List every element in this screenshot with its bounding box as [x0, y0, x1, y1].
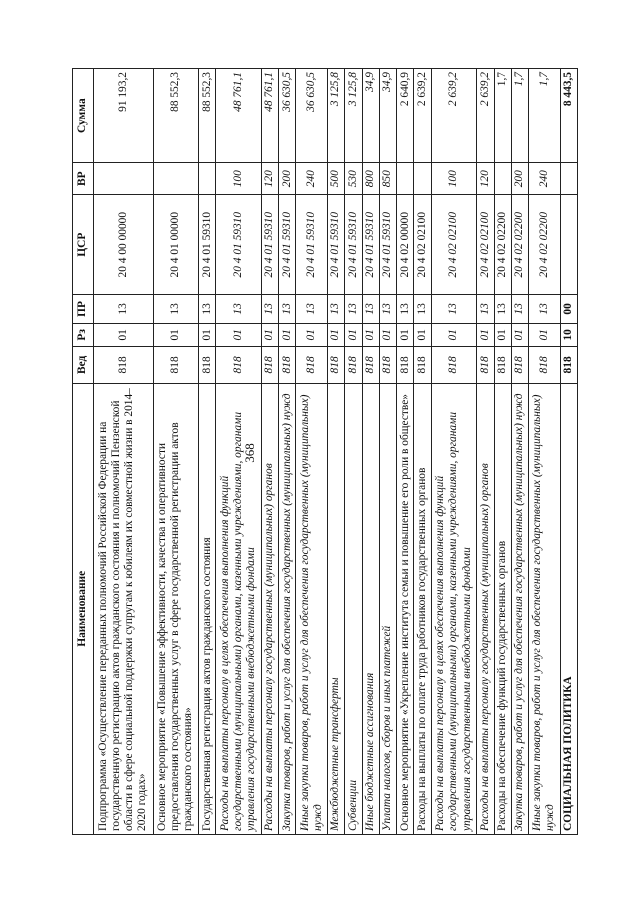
cell-rz: 01 — [431, 323, 476, 347]
header-row — [73, 69, 94, 835]
table-row — [414, 69, 431, 835]
cell-rz: 01 — [153, 323, 198, 347]
cell-pr: 13 — [397, 295, 414, 323]
cell-csr: 20 4 01 59310 — [379, 195, 396, 295]
cell-pr: 13 — [529, 295, 560, 323]
cell-rz: 01 — [199, 323, 216, 347]
table-row — [199, 69, 216, 835]
cell-name: Расходы на выплаты персоналу в целях обеспечения выполнения функций государственными (муниципальными) органами, казенными учреждениями, органами управления государственными внебюджетными фондами — [216, 383, 261, 834]
cell-ved: 818 — [560, 347, 577, 384]
cell-vr: 850 — [379, 163, 396, 195]
header-rz: Рз — [73, 323, 94, 347]
table-row — [153, 69, 198, 835]
cell-name: Основное мероприятие «Укрепление института семьи и повышение его роли в обществе» — [397, 383, 414, 834]
budget-table-container — [72, 68, 578, 835]
cell-name: Основное мероприятие «Повышение эффективности, качества и оперативности предоставления государственных услуг в сфере государственной регистрации актов гражданского состояния» — [153, 383, 198, 834]
cell-pr: 13 — [379, 295, 396, 323]
cell-sum: 3 125,8 — [345, 69, 362, 163]
cell-rz: 01 — [494, 323, 511, 347]
cell-csr: 20 4 02 02100 — [414, 195, 431, 295]
table-row — [327, 69, 344, 835]
cell-name: Иные закупки товаров, работ и услуг для обеспечения государственных (муниципальных) нужд — [296, 383, 327, 834]
cell-sum: 2 640,9 — [397, 69, 414, 163]
cell-sum: 8 443,5 — [560, 69, 577, 163]
cell-pr: 13 — [153, 295, 198, 323]
cell-sum: 2 639,2 — [477, 69, 494, 163]
cell-vr: 240 — [529, 163, 560, 195]
cell-vr — [153, 163, 198, 195]
cell-sum: 48 761,1 — [216, 69, 261, 163]
cell-csr: 20 4 02 00000 — [397, 195, 414, 295]
cell-rz: 01 — [279, 323, 296, 347]
cell-pr: 13 — [362, 295, 379, 323]
header-csr: ЦСР — [73, 195, 94, 295]
cell-csr: 20 4 01 59310 — [362, 195, 379, 295]
cell-name: Расходы на выплаты по оплате труда работников государственных органов — [414, 383, 431, 834]
cell-vr: 530 — [345, 163, 362, 195]
cell-ved: 818 — [199, 347, 216, 384]
cell-vr — [414, 163, 431, 195]
page-number: 368 — [242, 443, 257, 463]
cell-csr: 20 4 02 02200 — [511, 195, 528, 295]
cell-ved: 818 — [153, 347, 198, 384]
cell-pr: 13 — [494, 295, 511, 323]
cell-csr: 20 4 01 59310 — [345, 195, 362, 295]
cell-name: Расходы на выплаты персоналу государственных (муниципальных) органов — [477, 383, 494, 834]
cell-vr — [560, 163, 577, 195]
cell-sum: 36 630,5 — [279, 69, 296, 163]
cell-pr: 13 — [477, 295, 494, 323]
cell-name: Расходы на выплаты персоналу в целях обеспечения выполнения функций государственными (муниципальными) органами, казенными учреждениями, органами управления государственными внебюджетными фондами — [431, 383, 476, 834]
cell-sum: 1,7 — [511, 69, 528, 163]
cell-ved: 818 — [261, 347, 278, 384]
cell-sum: 2 639,2 — [414, 69, 431, 163]
cell-rz: 01 — [362, 323, 379, 347]
cell-name: Закупка товаров, работ и услуг для обеспечения государственных (муниципальных) нужд — [511, 383, 528, 834]
table-row — [261, 69, 278, 835]
cell-csr: 20 4 02 02200 — [494, 195, 511, 295]
table-row — [279, 69, 296, 835]
cell-vr: 200 — [279, 163, 296, 195]
cell-ved: 818 — [279, 347, 296, 384]
cell-sum: 36 630,5 — [296, 69, 327, 163]
cell-csr: 20 4 02 02200 — [529, 195, 560, 295]
cell-vr: 100 — [431, 163, 476, 195]
cell-sum: 1,7 — [529, 69, 560, 163]
cell-vr: 500 — [327, 163, 344, 195]
table-row — [529, 69, 560, 835]
cell-ved: 818 — [431, 347, 476, 384]
header-pr: ПР — [73, 295, 94, 323]
cell-name: Межбюджетные трансферты — [327, 383, 344, 834]
cell-rz: 01 — [94, 323, 154, 347]
table-row — [560, 69, 577, 835]
cell-ved: 818 — [494, 347, 511, 384]
cell-pr: 13 — [279, 295, 296, 323]
cell-ved: 818 — [511, 347, 528, 384]
cell-rz: 01 — [477, 323, 494, 347]
cell-csr: 20 4 01 59310 — [199, 195, 216, 295]
cell-rz: 01 — [511, 323, 528, 347]
cell-pr: 13 — [414, 295, 431, 323]
cell-vr: 100 — [216, 163, 261, 195]
cell-pr: 13 — [199, 295, 216, 323]
table-row — [296, 69, 327, 835]
cell-ved: 818 — [327, 347, 344, 384]
header-vr: ВР — [73, 163, 94, 195]
cell-name: Иные закупки товаров, работ и услуг для обеспечения государственных (муниципальных) нужд — [529, 383, 560, 834]
cell-pr: 13 — [94, 295, 154, 323]
cell-ved: 818 — [379, 347, 396, 384]
cell-rz: 01 — [296, 323, 327, 347]
cell-pr: 13 — [261, 295, 278, 323]
cell-ved: 818 — [94, 347, 154, 384]
cell-ved: 818 — [296, 347, 327, 384]
cell-csr: 20 4 02 02100 — [431, 195, 476, 295]
cell-rz: 01 — [414, 323, 431, 347]
cell-rz: 01 — [261, 323, 278, 347]
cell-name: Уплата налогов, сборов и иных платежей — [379, 383, 396, 834]
cell-pr: 13 — [345, 295, 362, 323]
cell-vr: 200 — [511, 163, 528, 195]
table-row — [494, 69, 511, 835]
cell-sum: 1,7 — [494, 69, 511, 163]
cell-csr: 20 4 00 00000 — [94, 195, 154, 295]
cell-name: Закупка товаров, работ и услуг для обеспечения государственных (муниципальных) нужд — [279, 383, 296, 834]
cell-csr: 20 4 02 02100 — [477, 195, 494, 295]
cell-ved: 818 — [529, 347, 560, 384]
header-name: Наименование — [73, 383, 94, 834]
cell-vr: 800 — [362, 163, 379, 195]
cell-rz: 01 — [345, 323, 362, 347]
cell-ved: 818 — [345, 347, 362, 384]
cell-vr — [199, 163, 216, 195]
cell-name: Государственная регистрация актов гражданского состояния — [199, 383, 216, 834]
table-row — [397, 69, 414, 835]
cell-vr: 120 — [261, 163, 278, 195]
cell-sum: 88 552,3 — [153, 69, 198, 163]
table-row — [379, 69, 396, 835]
cell-name: Иные бюджетные ассигнования — [362, 383, 379, 834]
cell-csr: 20 4 01 59310 — [216, 195, 261, 295]
cell-rz: 01 — [397, 323, 414, 347]
cell-sum: 48 761,1 — [261, 69, 278, 163]
cell-ved: 818 — [362, 347, 379, 384]
budget-table — [72, 68, 578, 835]
cell-sum: 2 639,2 — [431, 69, 476, 163]
cell-pr: 13 — [511, 295, 528, 323]
table-row — [94, 69, 154, 835]
table-row — [216, 69, 261, 835]
header-sum: Сумма — [73, 69, 94, 163]
cell-vr — [494, 163, 511, 195]
cell-csr — [560, 195, 577, 295]
cell-vr: 120 — [477, 163, 494, 195]
table-row — [362, 69, 379, 835]
cell-ved: 818 — [216, 347, 261, 384]
table-row — [345, 69, 362, 835]
cell-rz: 01 — [327, 323, 344, 347]
table-row — [511, 69, 528, 835]
cell-pr: 00 — [560, 295, 577, 323]
cell-name: СОЦИАЛЬНАЯ ПОЛИТИКА — [560, 383, 577, 834]
cell-rz: 10 — [560, 323, 577, 347]
cell-name: Расходы на обеспечение функций государственных органов — [494, 383, 511, 834]
cell-vr — [94, 163, 154, 195]
cell-sum: 91 193,2 — [94, 69, 154, 163]
cell-rz: 01 — [216, 323, 261, 347]
cell-csr: 20 4 01 59310 — [261, 195, 278, 295]
cell-name: Субвенции — [345, 383, 362, 834]
cell-name: Расходы на выплаты персоналу государственных (муниципальных) органов — [261, 383, 278, 834]
cell-ved: 818 — [477, 347, 494, 384]
cell-ved: 818 — [414, 347, 431, 384]
table-row — [477, 69, 494, 835]
cell-sum: 3 125,8 — [327, 69, 344, 163]
cell-csr: 20 4 01 59310 — [296, 195, 327, 295]
cell-sum: 34,9 — [362, 69, 379, 163]
cell-vr: 240 — [296, 163, 327, 195]
cell-rz: 01 — [379, 323, 396, 347]
cell-pr: 13 — [296, 295, 327, 323]
cell-sum: 34,9 — [379, 69, 396, 163]
cell-csr: 20 4 01 59310 — [279, 195, 296, 295]
cell-name: Подпрограмма «Осуществление переданных полномочий Российской Федерации на государственную регистрацию актов гражданского состояния и полномочий Пензенской области в сфере социальной поддержки супругам к юбилеям их совместной жизни в 2014–2020 годах» — [94, 383, 154, 834]
cell-pr: 13 — [216, 295, 261, 323]
table-row — [431, 69, 476, 835]
cell-csr: 20 4 01 00000 — [153, 195, 198, 295]
cell-sum: 88 552,3 — [199, 69, 216, 163]
cell-csr: 20 4 01 59310 — [327, 195, 344, 295]
cell-rz: 01 — [529, 323, 560, 347]
cell-pr: 13 — [431, 295, 476, 323]
header-ved: Вед — [73, 347, 94, 384]
cell-pr: 13 — [327, 295, 344, 323]
cell-vr — [397, 163, 414, 195]
cell-ved: 818 — [397, 347, 414, 384]
